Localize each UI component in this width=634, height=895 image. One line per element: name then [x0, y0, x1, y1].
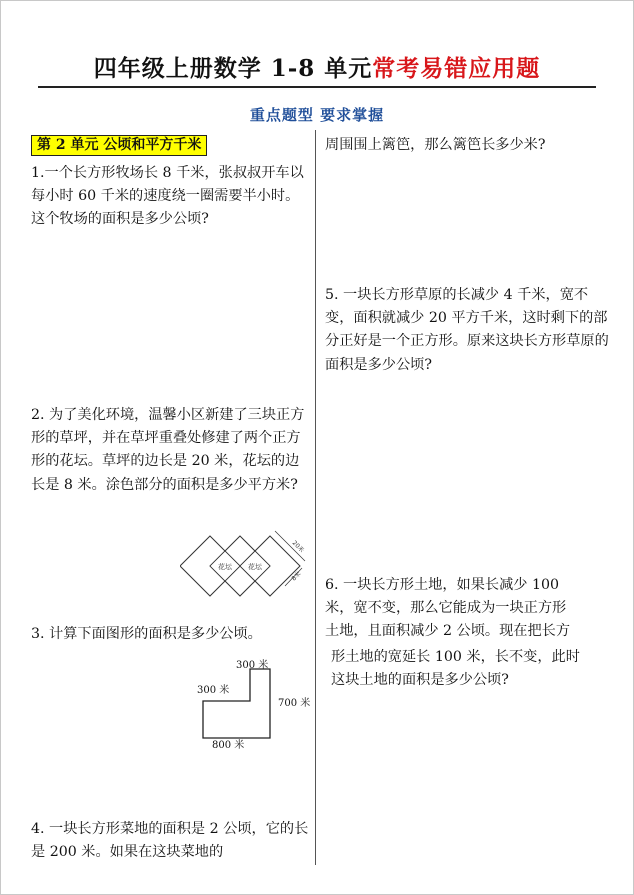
unit-heading: 第 2 单元 公顷和平方千米: [31, 135, 207, 156]
dimension-label-8: 8米: [290, 570, 303, 583]
page-subtitle: 重点题型 要求掌握: [249, 106, 385, 124]
question-6-line-3: 土地，且面积减少 2 公顷。现在把长方: [325, 623, 571, 639]
question-6-line-1: 6. 一块长方形土地，如果长减少 100: [325, 577, 560, 593]
figure-q3-l-shape: [200, 668, 275, 740]
title-highlight: 常考易错应用题: [372, 55, 541, 82]
figure-q2-lawns: [180, 526, 315, 606]
question-5: 5. 一块长方形草原的长减少 4 千米，宽不变，面积就减少 20 平方千米，这时剩下的部分正好是一个正方形。原来这块长方形草原的面积是多少公顷?: [325, 287, 609, 373]
question-6-line-2: 米，宽不变，那么它能成为一块正方形: [325, 600, 567, 616]
question-4: 4. 一块长方形菜地的面积是 2 公顷，它的长是 200 米。如果在这块菜地的: [31, 821, 309, 861]
question-6-line-5: 这块土地的面积是多少公顷?: [331, 672, 509, 688]
title-prefix: 四年级上册数学 1-8 单元: [93, 55, 373, 82]
page-title: [0, 50, 634, 83]
question-4-continued: 周围围上篱笆，那么篱笆长多少米?: [325, 137, 546, 153]
question-6-line-4: 形土地的宽延长 100 米，长不变，此时: [331, 649, 580, 665]
question-2: 2. 为了美化环境，温馨小区新建了三块正方形的草坪，并在草坪重叠处修建了两个正方形的花坛。草坪的边长是 20 米，花坛的边长是 8 米。涂色部分的面积是多少平方米?: [31, 407, 305, 493]
title-underline: [38, 86, 596, 88]
question-1: 1.一个长方形牧场长 8 千米，张叔叔开车以每小时 60 千米的速度绕一圈需要半小时。这个牧场的面积是多少公顷?: [31, 165, 304, 228]
label-left-300: 300 米: [197, 685, 230, 696]
column-divider: [315, 130, 316, 865]
dimension-label-20: 20米: [290, 539, 306, 555]
label-right-700: 700 米: [278, 698, 311, 709]
label-top-300: 300 米: [236, 660, 269, 671]
question-3: 3. 计算下面图形的面积是多少公顷。: [31, 626, 262, 642]
flower-bed-label-1: 花坛: [218, 563, 232, 571]
label-bottom-800: 800 米: [212, 740, 245, 751]
flower-bed-label-2: 花坛: [248, 563, 262, 571]
